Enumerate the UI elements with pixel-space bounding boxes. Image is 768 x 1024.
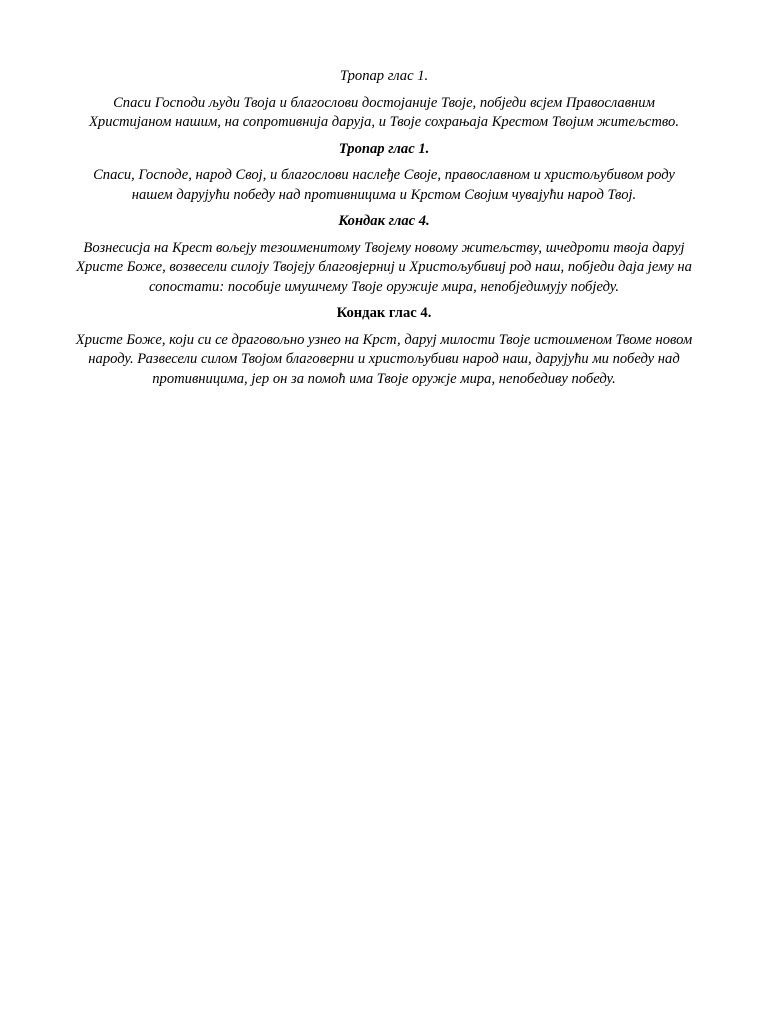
document-page: [72, 67, 696, 396]
section-text-1: Спаси Господи људи Твоја и благослови достојаније Твоје, побједи всјем Православним Христијаном нашим, на сопротивнија даруја, и Твоје сохрањаја Крестом Твојим житељство.: [89, 94, 679, 130]
section-heading-1: Тропар глас 1.: [339, 68, 429, 84]
section-text-3: Вознесисја на Крест вољеју тезоименитому Твојему новому житељству, шчедроти твоја даруј Христе Боже, возвесели силоју Твојеју благовјерниј и Христољубивиј род наш, побједи даја јему на сопостати: пособије имушчему Твоје оружије мира, непобједимују побједу.: [76, 239, 692, 295]
section-heading-2: Тропар глас 1.: [338, 140, 430, 157]
section-text-4: Христе Боже, који си се драговољно узнео на Крст, даруј милости Твоје истоименом Твоме новом народу. Развесели силом Твојом благоверни и христољубиви народ наш, дарујући ми победу над противницима, јер он за помоћ има Твоје оружје мира, непобедиву победу.: [75, 331, 693, 387]
section-heading-4: Кондак глас 4.: [336, 305, 432, 321]
section-text-2: Спаси, Господе, народ Свој, и благослови наслеђе Своје, православном и христољубивом роду нашем дарујући победу над противницима и Крстом Својим чувајући народ Твој.: [93, 167, 675, 203]
section-heading-3: Кондак глас 4.: [338, 213, 430, 229]
